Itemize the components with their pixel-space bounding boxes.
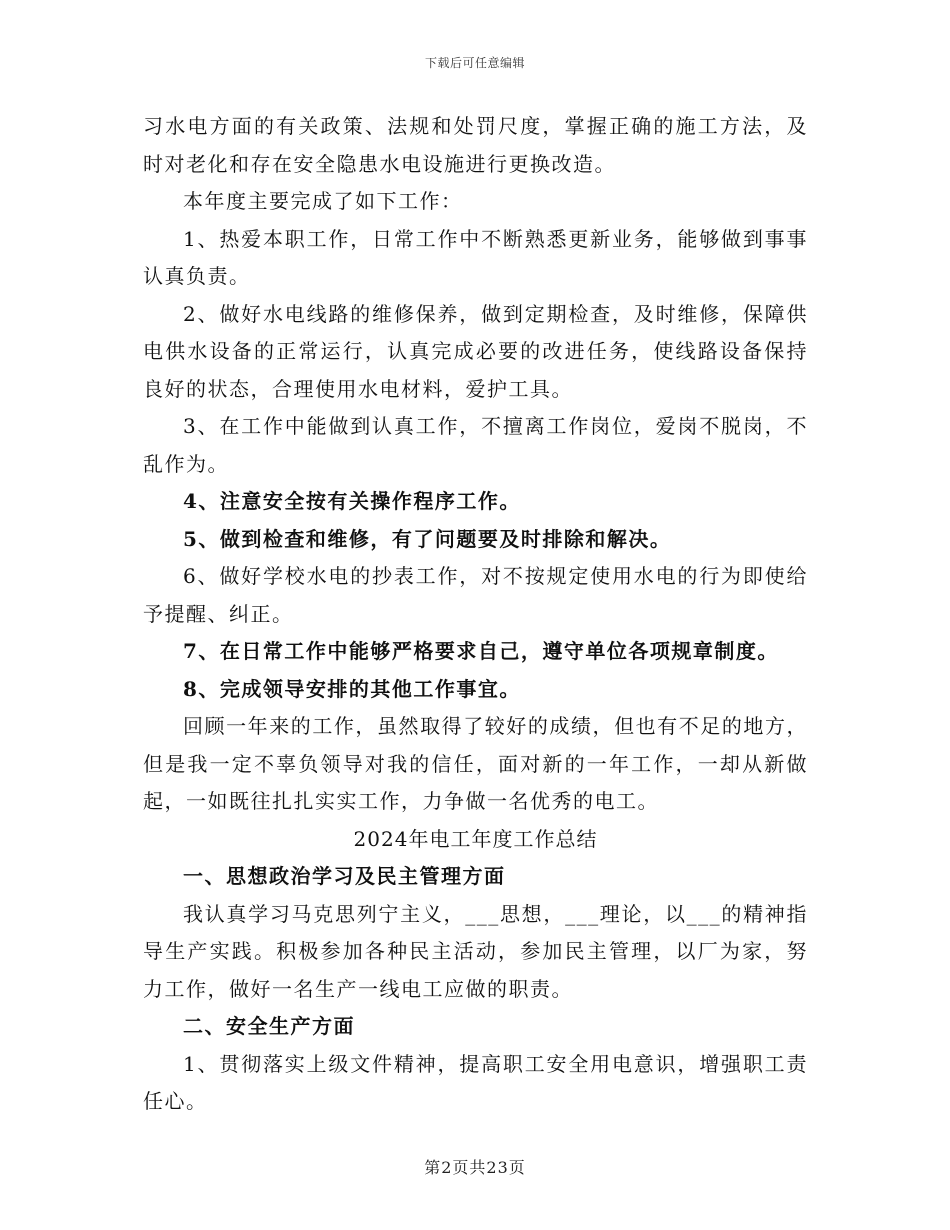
section-heading-1: 一、思想政治学习及民主管理方面 [183,864,506,888]
document-body [143,108,808,1121]
section-heading-2: 二、安全生产方面 [183,1014,355,1038]
paragraph-review: 回顾一年来的工作，虽然取得了较好的成绩，但也有不足的地方，但是我一定不辜负领导对我的信任，面对新的一年工作，一却从新做起，一如既往扎扎实实工作，力争做一名优秀的电工。 [143,714,808,813]
work-item-5: 5、做到检查和维修，有了问题要及时排除和解决。 [183,526,672,551]
page-number: 第2页共23页 [424,1158,526,1177]
work-item-1: 1、热爱本职工作，日常工作中不断熟悉更新业务，能够做到事事认真负责。 [143,226,808,288]
work-item-6: 6、做好学校水电的抄表工作，对不按规定使用水电的行为即使给予提醒、纠正。 [143,564,808,626]
work-item-7: 7、在日常工作中能够严格要求自己，遵守单位各项规章制度。 [183,639,779,663]
paragraph-safety-1: 1、贯彻落实上级文件精神，提高职工安全用电意识，增强职工责任心。 [143,1051,808,1113]
work-item-3: 3、在工作中能做到认真工作，不擅离工作岗位，爱岗不脱岗，不乱作为。 [143,414,808,476]
header-note: 下载后可任意编辑 [424,56,525,70]
work-item-4: 4、注意安全按有关操作程序工作。 [183,489,521,513]
paragraph-continuation: 习水电方面的有关政策、法规和处罚尺度，掌握正确的施工方法，及时对老化和存在安全隐患水电设施进行更换改造。 [143,114,808,176]
document-title: 2024年电工年度工作总结 [353,826,598,851]
paragraph-politics: 我认真学习马克思列宁主义，___思想，___理论，以___的精神指导生产实践。积极参加各种民主活动，参加民主管理，以厂为家，努力工作，做好一名生产一线电工应做的职责。 [143,901,808,1001]
work-item-2: 2、做好水电线路的维修保养，做到定期检查，及时维修，保障供电供水设备的正常运行，认真完成必要的改进任务，使线路设备保持良好的状态，合理使用水电材料，爱护工具。 [143,301,808,401]
paragraph-work-intro: 本年度主要完成了如下工作： [183,189,463,213]
work-item-8: 8、完成领导安排的其他工作事宜。 [183,676,521,701]
